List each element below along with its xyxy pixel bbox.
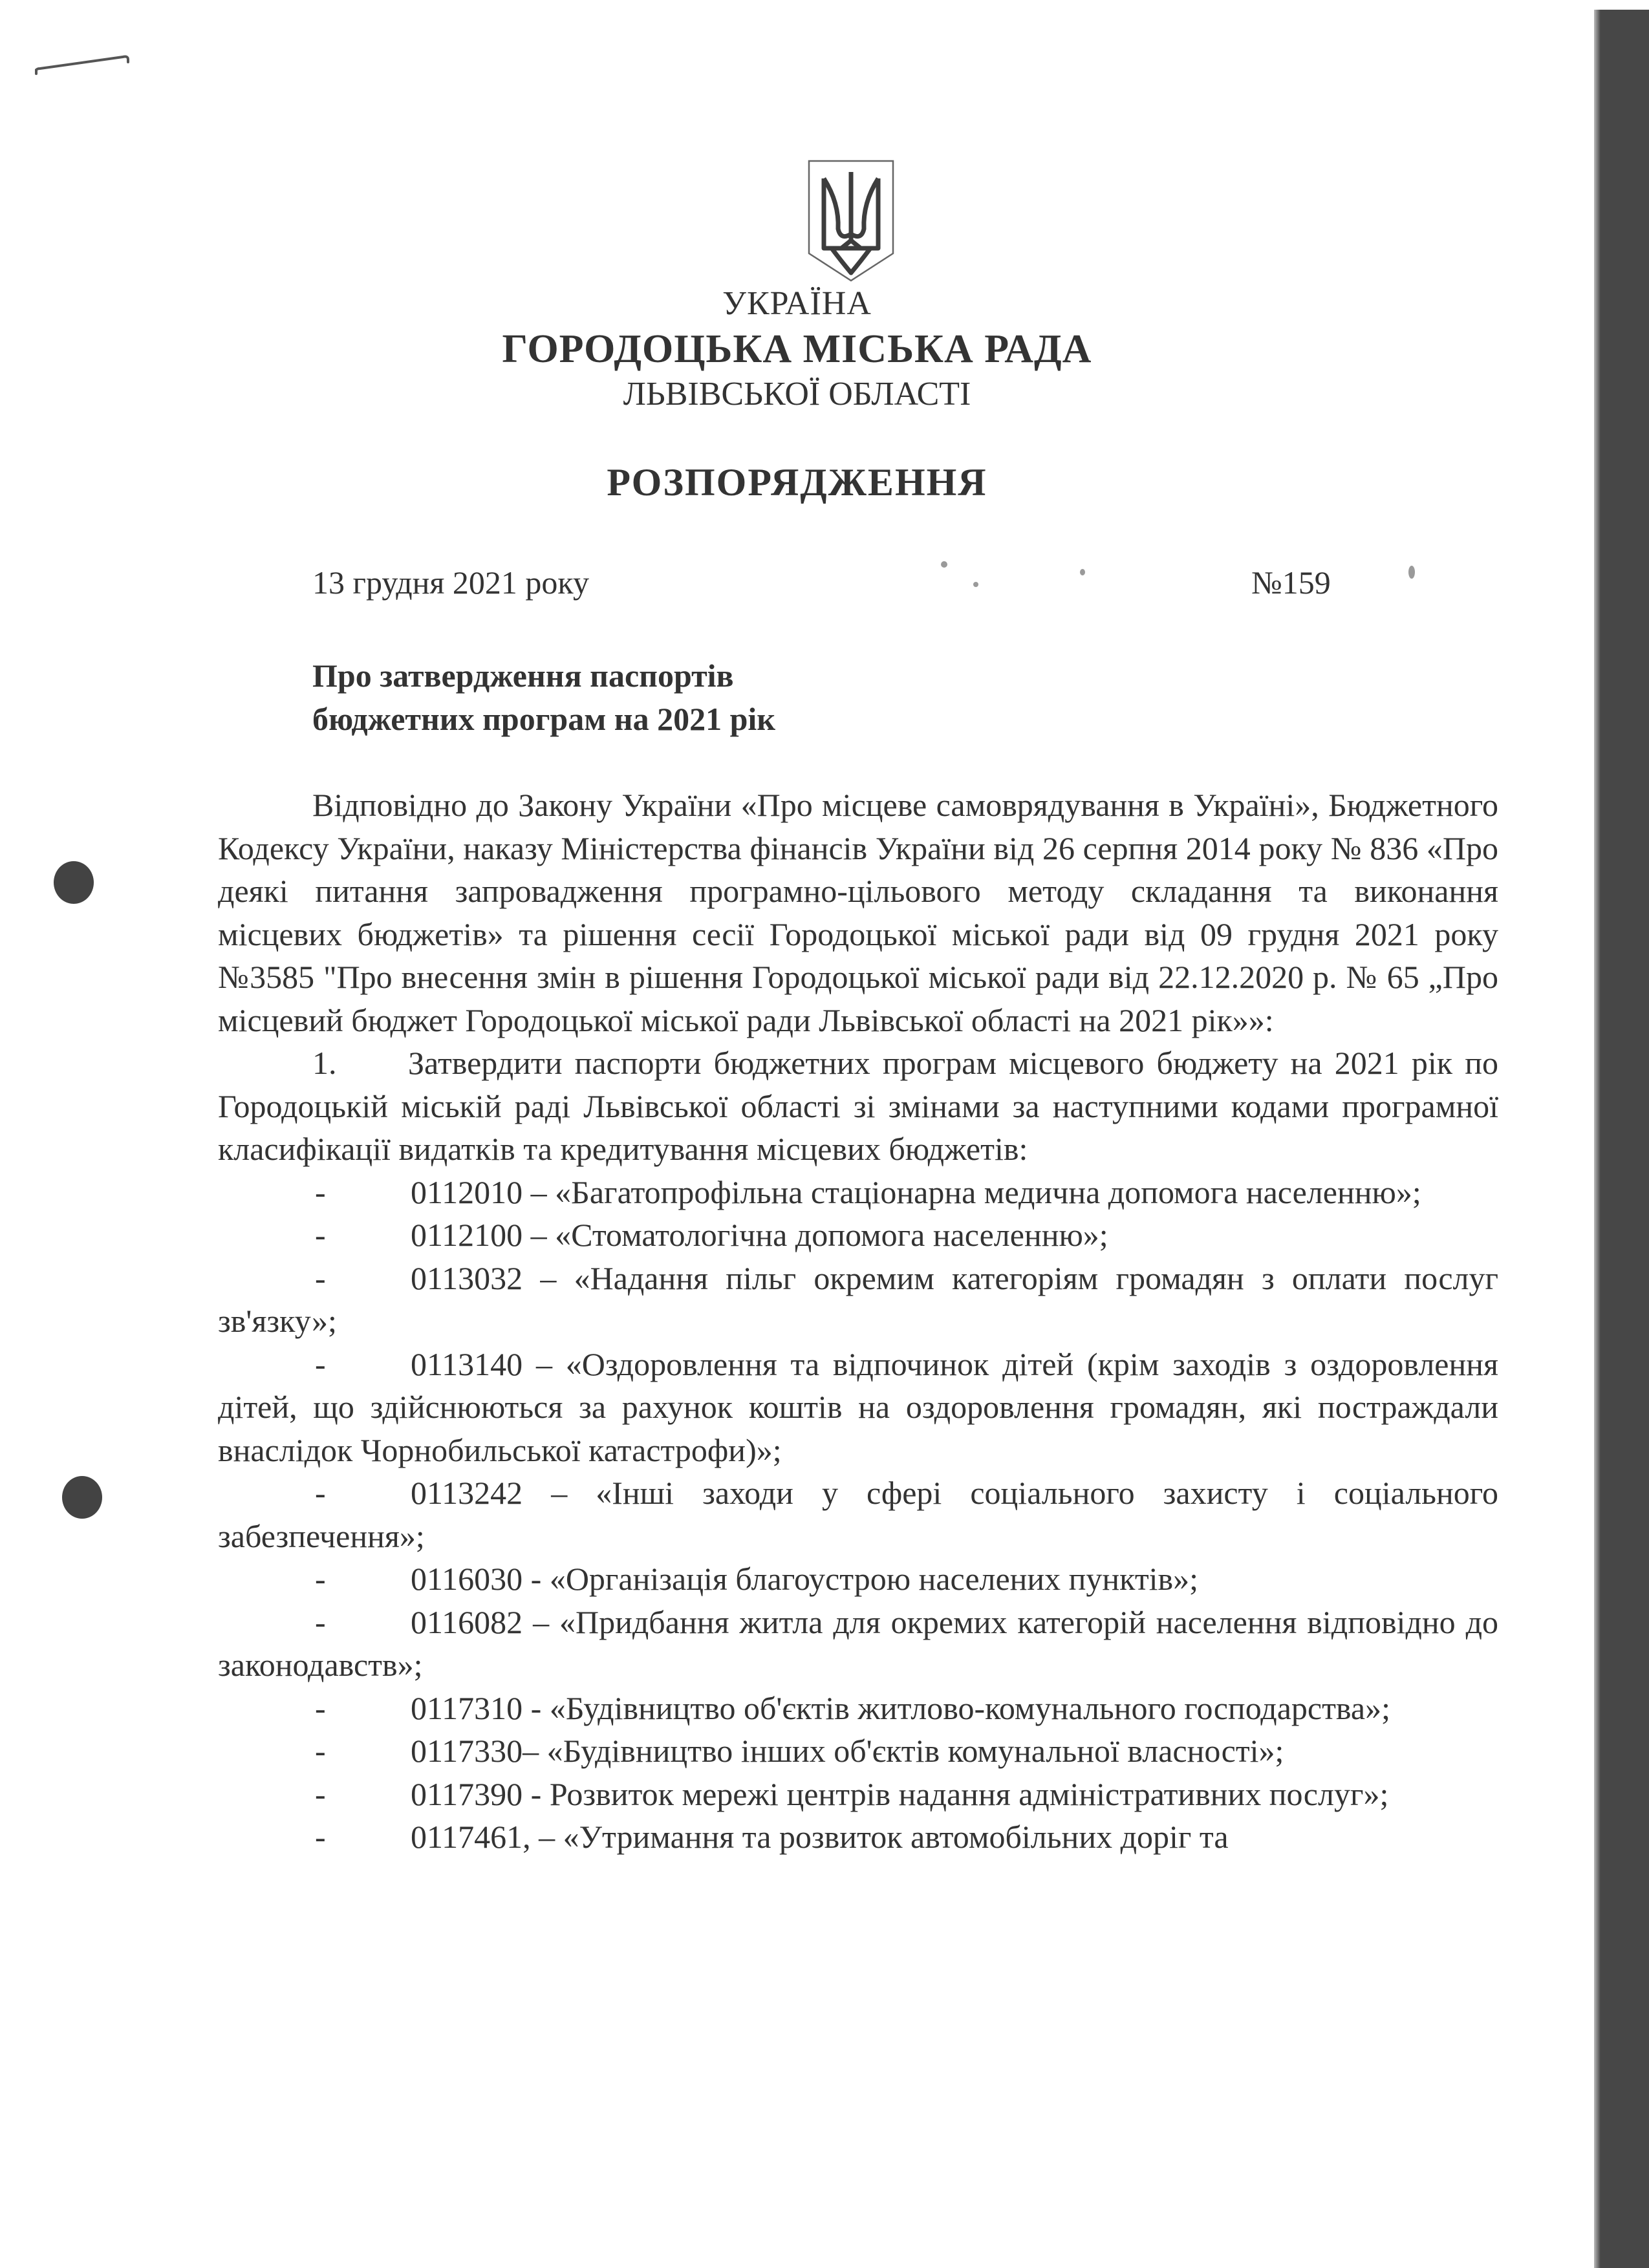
program-name: «Оздоровлення та відпочинок дітей (крім заходів з оздоровлення дітей, що здійснюються за рахунок коштів на оздоровлення громадян, які постраждали внаслідок Чорнобильської катастрофи)»; [218,1345,1498,1468]
scan-speck [941,561,947,568]
program-name: «Багатопрофільна стаціонарна медична допомога населенню»; [555,1173,1421,1210]
program-name: «Придбання житла для окремих категорій населення відповідно до законодавств»; [218,1603,1499,1683]
program-code: 0117390 [411,1775,523,1812]
program-code: 0116030 [411,1561,523,1597]
header-council-name: ГОРОДОЦЬКА МІСЬКА РАДА [502,327,1092,371]
scan-speck [973,582,978,587]
document-body [218,784,1498,1859]
program-list-item [218,1557,1498,1601]
program-list-item [218,1601,1498,1687]
scan-speck [1408,566,1415,579]
preamble-paragraph: Відповідно до Закону України «Про місцеве самоврядування в Україні», Бюджетного Кодексу України, наказу Міністерства фінансів України від 26 серпня 2014 року № 836 «Про деякі питання запровадження програмно-цільового методу складання та виконання місцевих бюджетів» та рішення сесії Городоцької міської ради від 09 грудня 2021 року №3585 "Про внесення змін в рішення Городоцької міської ради від 22.12.2020 р. № 65 „Про місцевий бюджет Городоцької міської ради Львівської області на 2021 рік»»: [218,787,1498,1038]
separator: – [523,1733,547,1769]
program-code: 0116082 [411,1603,523,1640]
subject-line-1: Про затвердження паспортів [312,658,734,694]
separator: – [523,1475,596,1511]
coat-of-arms-icon [806,158,896,284]
program-list-item [218,1729,1498,1773]
header-country: УКРАЇНА [722,285,872,322]
program-name: Розвиток мережі центрів надання адміністративних послуг»; [549,1775,1389,1812]
program-list-item [218,1773,1498,1816]
clause-text: Затвердити паспорти бюджетних програм місцевого бюджету на 2021 рік по Городоцькій міській раді Львівської області зі змінами за наступними кодами програмної класифікації видатків та кредитування місцевих бюджетів: [218,1045,1498,1167]
list-dash: - [315,1475,326,1511]
scan-edge-strip [1594,10,1649,2268]
program-list-item [218,1815,1498,1859]
document-date: 13 грудня 2021 року [312,564,589,601]
pen-mark-icon [32,52,136,78]
program-list-item [218,1171,1498,1214]
header-region: ЛЬВІВСЬКОЇ ОБЛАСТІ [623,376,971,412]
list-dash: - [315,1733,326,1769]
program-name: «Будівництво інших об'єктів комунальної власності»; [546,1733,1284,1769]
list-dash: - [315,1819,326,1855]
clause-1 [218,1042,1498,1171]
list-dash: - [315,1689,326,1726]
program-name: «Утримання та розвиток автомобільних доріг та [563,1819,1229,1855]
separator: – [523,1345,566,1382]
program-code: 0112010 [411,1173,523,1210]
separator: - [523,1775,550,1812]
list-dash: - [315,1603,326,1640]
clause-number: 1. [312,1045,337,1081]
document-subject [312,654,775,741]
program-list-item [218,1343,1498,1472]
program-code: 0113032 [411,1259,523,1296]
list-dash: - [315,1217,326,1253]
program-code: 0112100 [411,1217,523,1253]
list-dash: - [315,1259,326,1296]
punch-hole-top [54,861,94,904]
program-code: 0117461 [411,1819,523,1855]
program-code: 0113242 [411,1475,523,1511]
program-code: 0117330 [411,1733,523,1769]
scan-speck [1080,569,1085,575]
program-list-item [218,1687,1498,1730]
program-name: «Стоматологічна допомога населенню»; [555,1217,1108,1253]
separator: – [523,1217,555,1253]
program-name: «Інші заходи у сфері соціального захисту і соціального забезпечення»; [218,1475,1498,1554]
list-dash: - [315,1561,326,1597]
punch-hole-bottom [62,1476,102,1519]
program-list-item [218,1471,1498,1557]
program-name: «Організація благоустрою населених пунктів»; [549,1561,1199,1597]
document-number: №159 [1251,564,1331,601]
separator: – [523,1173,555,1210]
list-dash: - [315,1775,326,1812]
separator: , – [523,1819,563,1855]
document-type-title: РОЗПОРЯДЖЕННЯ [607,461,987,504]
program-list-item [218,1214,1498,1257]
program-code-list [218,1171,1498,1859]
separator: - [523,1689,550,1726]
program-list-item [218,1257,1498,1343]
separator: – [523,1259,574,1296]
separator: - [523,1561,550,1597]
subject-line-2: бюджетних програм на 2021 рік [312,701,776,737]
program-code: 0117310 [411,1689,523,1726]
list-dash: - [315,1345,326,1382]
program-name: «Будівництво об'єктів житлово-комунального господарства»; [549,1689,1390,1726]
separator: – [523,1603,559,1640]
list-dash: - [315,1173,326,1210]
program-code: 0113140 [411,1345,523,1382]
program-name: «Надання пільг окремим категоріям громадян з оплати послуг зв'язку»; [218,1259,1498,1339]
